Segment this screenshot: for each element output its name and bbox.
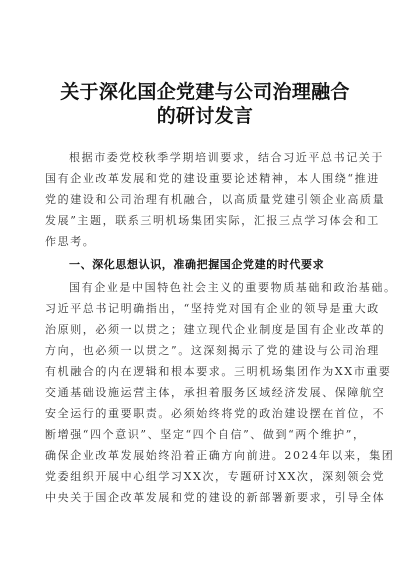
document-title-line-1: 关于深化国企党建与公司治理融合 (60, 81, 350, 103)
intro-paragraph-line: 党的建设和公司治理有机融合，以高质量党建引领企业高质量 (45, 193, 386, 206)
intro-paragraph-line: 作思考。 (45, 235, 96, 248)
document-title-line-2: 的研讨发言 (156, 105, 254, 127)
section-paragraph-line: 党委组织开展中心组学习XX次，专题研讨XX次，深刻领会党 (45, 470, 386, 483)
section-paragraph-line: 断增强“四个意识”、坚定“四个自信”、做到“两个维护”， (45, 428, 366, 441)
section-paragraph-line: 国有企业是中国特色社会主义的重要物质基础和政治基础。 (69, 281, 397, 294)
intro-paragraph-line: 发展”主题，联系三明机场集团实际，汇报三点学习体会和工 (45, 214, 380, 227)
section-paragraph-line: 有机融合的内在逻辑和根本要求。三明机场集团作为XX市重要 (45, 365, 392, 378)
section-paragraph-line: 交通基础设施运营主体，承担着服务区域经济发展、保障航空 (45, 386, 386, 399)
intro-paragraph-line: 根据市委党校秋季学期培训要求，结合习近平总书记关于 (69, 151, 384, 164)
section-paragraph-line: 治原则，必须一以贯之；建立现代企业制度是国有企业改革的 (45, 323, 386, 336)
intro-paragraph-line: 国有企业改革发展和党的建设重要论述精神，本人围绕“推进 (45, 172, 380, 185)
section-paragraph-line: 习近平总书记明确指出，“坚持党对国有企业的领导是重大政 (45, 302, 380, 315)
section-heading: 一、深化思想认识，准确把握国企党建的时代要求 (69, 258, 325, 271)
section-paragraph-line: 中央关于国企改革发展和党的建设的新部署新要求，引导全体 (45, 491, 386, 504)
section-paragraph-line: 安全运行的重要职责。必须始终将党的政治建设摆在首位，不 (45, 407, 386, 420)
section-paragraph-line: 方向，也必须一以贯之”。这深刻揭示了党的建设与公司治理 (45, 344, 380, 357)
section-paragraph-line: 确保企业改革发展始终沿着正确方向前进。2024年以来，集团 (45, 449, 395, 462)
